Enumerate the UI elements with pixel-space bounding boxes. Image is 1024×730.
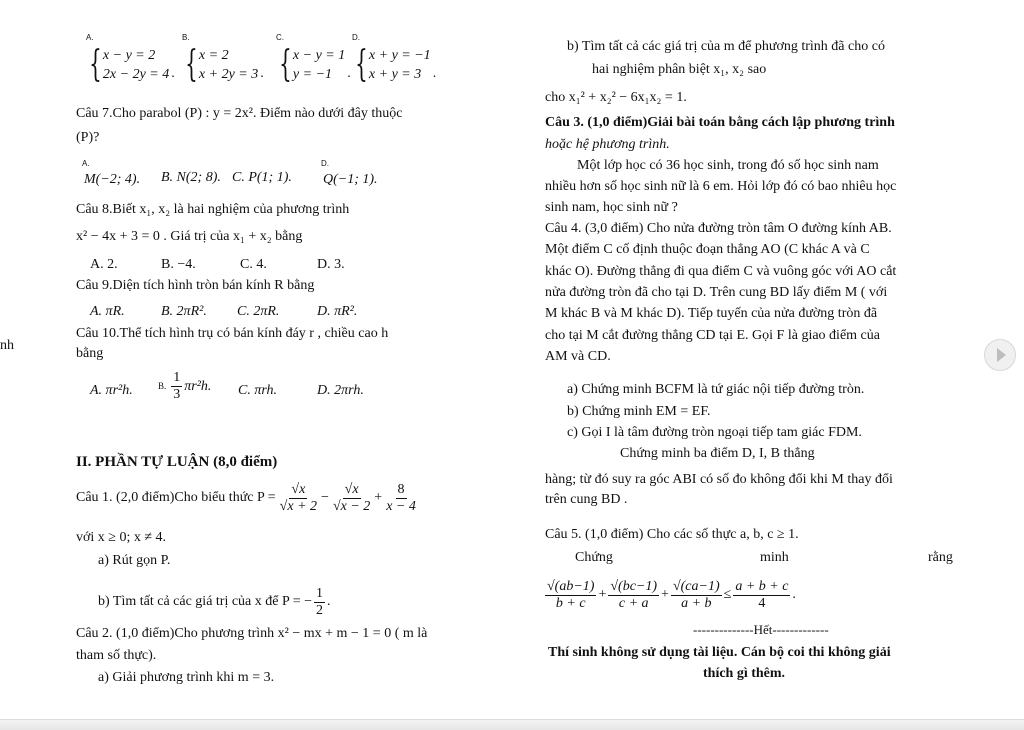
c5-word-chung: Chứng (575, 550, 613, 565)
c3-line2: hoặc hệ phương trình. (545, 137, 670, 152)
q6-option-d-system (350, 46, 436, 84)
c4-part-c4: trên cung BD . (545, 492, 628, 507)
frac-num: √x (344, 481, 359, 497)
c2-line2: tham số thực). (76, 648, 157, 663)
frac-den: 3 (173, 387, 181, 402)
end-mark: --------------Hết------------- (693, 622, 829, 637)
leq-sign: ≤ (723, 587, 732, 603)
note-line1: Thí sinh không sử dụng tài liệu. Cán bộ coi thi không giải (548, 645, 891, 660)
c5-fraction-3 (671, 579, 722, 612)
q6-option-a-system (84, 46, 175, 84)
q6-d-sep: . (432, 66, 437, 81)
plus-sign: + (598, 587, 607, 603)
q6-a-row1: x − y = 2 (102, 48, 156, 63)
c3-line3: Một lớp học có 36 học sinh, trong đó số học sinh nam (577, 158, 879, 173)
q7-d-label: D. (321, 159, 329, 168)
q10-b-label: B. (158, 380, 167, 391)
c4-line7: AM và CD. (545, 349, 611, 364)
c4-line6: cho tại M cắt đường thẳng CD tại E. Gọi F là giao điểm của (545, 328, 880, 343)
c4-line4: nửa đường tròn đã cho tại D. Trên cung BD lấy điểm M ( với (545, 285, 888, 300)
q10-option-d: D. 2πrh. (317, 383, 364, 398)
c3-title (545, 115, 895, 130)
frac-num: 1 (316, 585, 324, 601)
c4-part-a: a) Chứng minh BCFM là tứ giác nội tiếp đường tròn. (567, 382, 865, 397)
q7-option-b: B. N(2; 8). (161, 170, 221, 185)
c3-line4: nhiều hơn số học sinh nữ là 6 em. Hỏi lớp đó có bao nhiêu học (545, 179, 897, 194)
frac-den: c + a (618, 595, 649, 611)
c1-intro: Câu 1. (2,0 điểm)Cho biểu thức P = (76, 490, 276, 506)
q8-line1: Câu 8.Biết x₁, x₂ là hai nghiệm của phương trình (76, 202, 350, 217)
c5-fraction-1 (545, 579, 596, 612)
bottom-bar (0, 719, 1024, 730)
frac-den: a + b (681, 595, 712, 611)
brace-icon: { (89, 44, 102, 85)
c5-word-rang: rằng (928, 550, 953, 565)
q10-line2: bằng (76, 346, 104, 361)
q9-option-a: A. πR. (90, 304, 125, 319)
frac-num: √x (291, 481, 306, 497)
frac-den: 4 (758, 595, 766, 611)
q8-option-a: A. 2. (90, 257, 118, 272)
q6-a-sep: . (171, 66, 175, 81)
c2b-line2: hai nghiệm phân biệt x₁, x₂ sao (592, 62, 767, 77)
frac-den: 2 (316, 602, 324, 618)
c1-part-a: a) Rút gọn P. (98, 553, 171, 568)
plus-sign: + (661, 587, 669, 603)
c2-line1: Câu 2. (1,0 điểm)Cho phương trình x² − mx + m − 1 = 0 ( m là (76, 626, 428, 641)
c5-word-minh: minh (760, 550, 789, 565)
c5-fraction-2 (608, 579, 659, 612)
q10-line1: Câu 10.Thể tích hình trụ có bán kính đáy r , chiều cao h (76, 326, 389, 341)
c1-b-text: b) Tìm tất cả các giá trị của x để P = − (98, 594, 313, 610)
section-title: II. PHẦN TỰ LUẬN (8,0 điểm) (76, 454, 278, 470)
q7-option-c: C. P(1; 1). (232, 170, 292, 185)
q8-line2: x² − 4x + 3 = 0 . Giá trị của x₁ + x₂ bằng (76, 229, 303, 244)
q6-c-sep: . (347, 66, 351, 81)
q9-option-c: C. 2πR. (237, 304, 280, 319)
c4-part-c2: Chứng minh ba điểm D, I, B thẳng (620, 446, 815, 461)
c2b-line1: b) Tìm tất cả các giá trị của m để phương trình đã cho có (567, 39, 885, 54)
frac-den: √x + 2 (279, 498, 318, 514)
c1-fraction-2 (331, 482, 372, 515)
period: . (792, 587, 796, 603)
minus-sign: − (321, 490, 329, 506)
q10-option-c: C. πrh. (238, 383, 278, 398)
fraction-one-third (171, 370, 182, 403)
frac-num: √(ab−1) (547, 578, 595, 594)
q8-option-c: C. 4. (240, 257, 267, 272)
q6-option-c-label: C. (276, 33, 284, 42)
frac-num: a + b + c (735, 578, 789, 594)
c4-line5: M khác B và M khác D). Tiếp tuyến của nửa đường tròn đã (545, 306, 878, 321)
q6-d-row1: x + y = −1 (368, 48, 431, 63)
q6-option-b-label: B. (182, 33, 190, 42)
play-icon[interactable] (984, 339, 1016, 371)
plus-sign: + (374, 490, 383, 506)
brace-icon: { (355, 44, 368, 85)
q8-option-d: D. 3. (317, 257, 345, 272)
c4-part-b: b) Chứng minh EM = EF. (567, 404, 711, 419)
fraction-one-half (314, 586, 325, 619)
note-line2: thích gì thêm. (703, 666, 786, 681)
q6-option-a-label: A. (86, 33, 94, 42)
c1-fraction-3 (384, 482, 418, 515)
q7-option-a: M(−2; 4). (84, 172, 141, 187)
c5-inequality (543, 570, 796, 620)
q6-d-row2: x + y = 3 (368, 67, 422, 82)
c3-line5: sinh nam, học sinh nữ ? (545, 200, 678, 215)
q6-c-row1: x − y = 1 (292, 48, 346, 63)
margin-text: nh (0, 338, 14, 353)
c5-line1: Câu 5. (1,0 điểm) Cho các số thực a, b, c ≥ 1. (545, 527, 799, 542)
c4-part-c3: hàng; từ đó suy ra góc ABI có số đo không đổi khi M thay đổi (545, 472, 893, 487)
c3-line1: Câu 3. (1,0 điểm)Giải bài toán bằng cách lập phương trình (545, 115, 895, 130)
frac-den: b + c (555, 595, 586, 611)
q7-line2: (P)? (76, 130, 100, 145)
q9-line1: Câu 9.Diện tích hình tròn bán kính R bằng (76, 278, 315, 293)
brace-icon: { (185, 44, 198, 85)
frac-num: √(bc−1) (610, 578, 658, 594)
frac-num: 1 (173, 370, 181, 385)
q6-option-d-label: D. (352, 33, 360, 42)
c2-part-a: a) Giải phương trình khi m = 3. (98, 670, 275, 685)
q6-option-c-system (274, 46, 351, 84)
q10-option-b (158, 370, 211, 403)
c4-part-c1: c) Gọi I là tâm đường tròn ngoại tiếp tam giác FDM. (567, 425, 862, 440)
frac-num: √(ca−1) (672, 578, 720, 594)
c1-statement (76, 478, 420, 518)
q6-b-row1: x = 2 (198, 48, 229, 63)
frac-den: x − 4 (386, 498, 416, 514)
c5-fraction-4 (733, 579, 790, 612)
q6-b-sep: . (260, 66, 264, 81)
brace-icon: { (279, 44, 292, 85)
q9-option-b: B. 2πR². (161, 304, 207, 319)
frac-den: √x − 2 (332, 498, 371, 514)
c1-fraction-1 (278, 482, 319, 515)
q6-option-b-system (180, 46, 264, 84)
c2b-line3: cho x₁² + x₂² − 6x₁x₂ = 1. (545, 90, 687, 105)
q7-option-d: Q(−1; 1). (323, 172, 378, 187)
c1-part-b (98, 584, 331, 620)
c4-line1: Câu 4. (3,0 điểm) Cho nửa đường tròn tâm O đường kính AB. (545, 221, 892, 236)
c4-line3: khác O). Đường thẳng đi qua điểm C và vuông góc với AO cắt (545, 264, 897, 279)
frac-num: 8 (397, 481, 405, 497)
q6-c-row2: y = −1 (292, 67, 333, 82)
q7-a-label: A. (82, 159, 90, 168)
q6-b-row2: x + 2y = 3 (198, 67, 259, 82)
c1-condition: với x ≥ 0; x ≠ 4. (76, 530, 167, 545)
q8-option-b: B. −4. (161, 257, 196, 272)
c1-b-end: . (327, 594, 331, 610)
q10-option-a: A. πr²h. (90, 383, 133, 398)
q10-b-rest: πr²h. (184, 378, 212, 394)
q6-a-row2: 2x − 2y = 4 (102, 67, 170, 82)
c4-line2: Một điểm C cố định thuộc đoạn thẳng AO (C khác A và C (545, 242, 870, 257)
q9-option-d: D. πR². (317, 304, 358, 319)
q7-line1: Câu 7.Cho parabol (P) : y = 2x². Điểm nào dưới đây thuộc (76, 106, 403, 121)
